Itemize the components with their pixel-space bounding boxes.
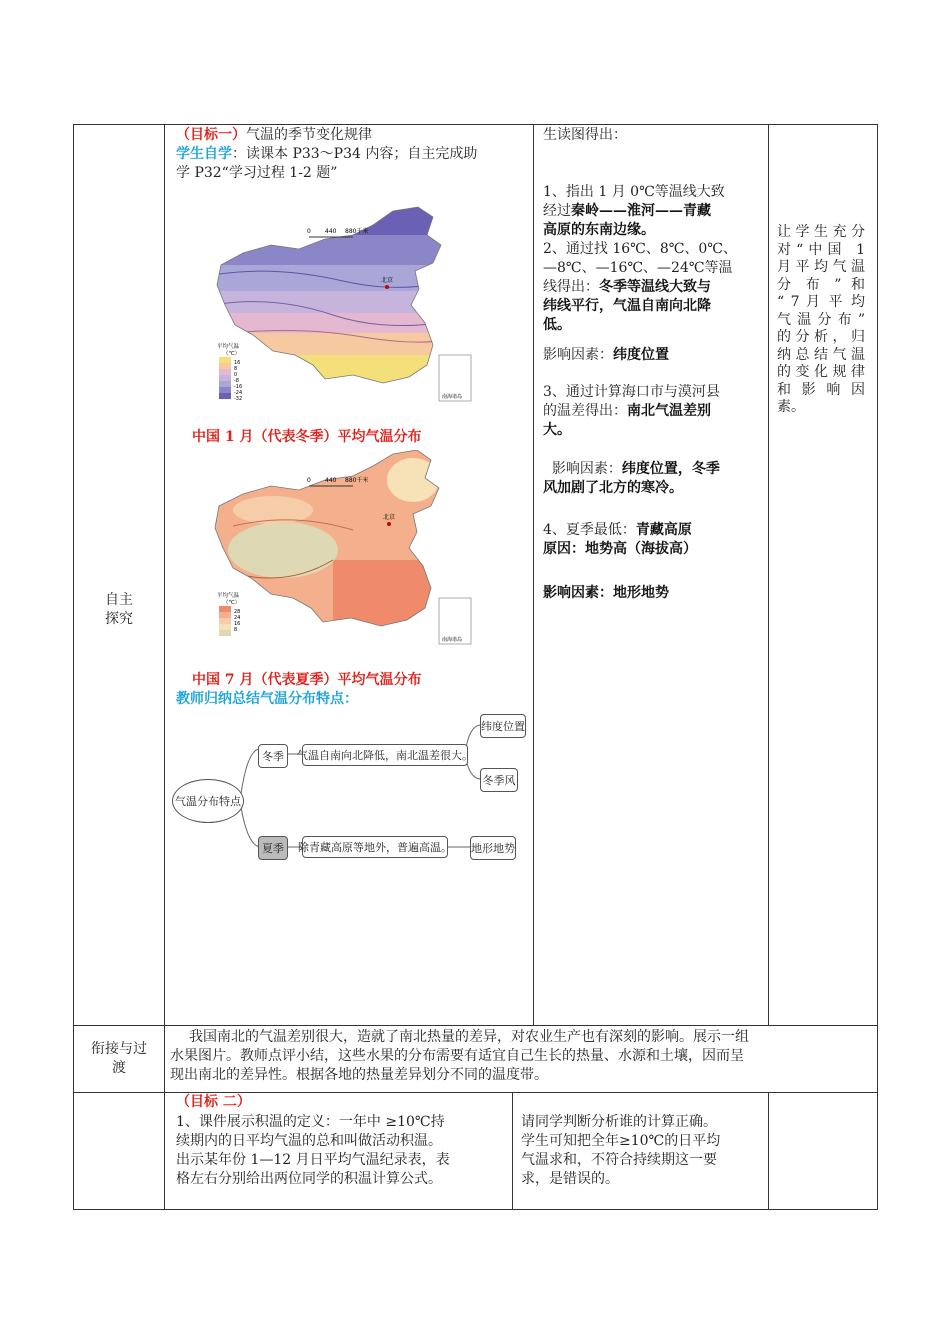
jul-legend-value-2: 24	[234, 615, 241, 621]
mindmap-root: 气温分布特点	[172, 779, 244, 823]
row1-label	[74, 591, 164, 629]
goal-two-text: （目标 二）	[176, 1094, 251, 1110]
goal-two-heading	[176, 1093, 251, 1112]
factor2-pre: 影响因素：	[551, 461, 622, 477]
row2-label-line2: 渡	[112, 1060, 126, 1076]
jan-beijing-label: 北京	[381, 277, 394, 284]
finding1-line3: 高原的东南边缘。	[543, 222, 655, 238]
jan-legend-value-6: -24	[234, 390, 243, 396]
design-intent	[777, 224, 865, 417]
intent-line-10: 和 影 响 因	[777, 381, 865, 398]
student-findings	[543, 126, 765, 240]
row1-col-divider-2	[533, 124, 534, 1025]
intent-line-7: 的分析，归	[777, 329, 865, 345]
goal-one-prefix: （目标一）	[176, 127, 246, 143]
jan-legend-swatch-3	[219, 369, 231, 375]
mindmap-summer-factor: 地形地势	[470, 836, 516, 860]
jan-scale-0: 0	[307, 228, 311, 235]
self-study-text	[176, 145, 528, 183]
july-map-svg	[213, 450, 475, 646]
table-border-right	[877, 124, 878, 1210]
row2-label-line1: 衔接与过	[91, 1041, 147, 1057]
jan-legend-swatch-4	[219, 375, 231, 381]
intent-line-4: 分 布 ” 和	[777, 276, 865, 293]
row2-line2: 水果图片。教师点评小结，这些水果的分布需要有适宜自己生长的热量、水源和土壤，因而呈	[170, 1048, 744, 1064]
student-factor1	[543, 346, 669, 365]
jul-inset-label: 南海诸岛	[442, 637, 463, 643]
map1-caption-text: 中国 1 月（代表冬季）平均气温分布	[192, 429, 422, 445]
finding3-line2-bold: 南北气温差别	[627, 403, 711, 419]
finding2-line2: —8℃、—16℃、—24℃等温	[543, 260, 733, 276]
jan-legend-value-3: 0	[234, 372, 238, 378]
intent-line-5: “ 7 月 平 均	[777, 294, 865, 310]
factor2-bold-line1: 纬度位置，冬季	[621, 461, 720, 477]
row2-transition-text	[170, 1028, 872, 1085]
jan-band-1	[213, 355, 475, 405]
jul-scale-440: 440	[325, 477, 337, 484]
finding4-reason: 原因：地势高（海拔高）	[543, 541, 697, 557]
self-study-line1: ：读课本 P33～P34 内容；自主完成助	[232, 146, 478, 162]
row2-line3: 现出南北的差异性。根据各地的热量差异划分不同的温度带。	[170, 1067, 548, 1083]
student-factor3: 影响因素：地形地势	[543, 585, 669, 601]
row-divider-1	[73, 1025, 878, 1026]
row3-c2-line3: 气温求和，不符合持续期这一要	[521, 1152, 717, 1168]
finding1-line2-pre: 经过	[543, 203, 571, 219]
mindmap-winter-factor2: 冬季风	[480, 768, 518, 792]
factor1-pre: 影响因素：	[543, 347, 613, 363]
july-temperature-map	[213, 450, 475, 646]
intent-line-9: 的变化规律	[777, 364, 865, 380]
jul-legend-swatch-3	[219, 618, 231, 624]
intent-line-8: 纳总结气温	[777, 346, 865, 363]
jan-band-3	[213, 313, 475, 333]
finding2-line3-pre: 线得出：	[543, 279, 599, 295]
january-temperature-map	[213, 205, 475, 405]
jul-legend-value-1: 28	[234, 609, 241, 615]
row3-student	[521, 1113, 765, 1189]
row3-c1-line1: 1、课件展示积温的定义：一年中 ≥10℃持	[176, 1114, 445, 1130]
jan-band-5	[213, 265, 475, 291]
jan-band-2	[213, 333, 475, 355]
factor1-bold: 纬度位置	[613, 347, 669, 363]
row1-label-line2: 探究	[105, 611, 133, 627]
finding3-line3: 大。	[543, 422, 571, 438]
row1-col-divider-3	[768, 124, 769, 1025]
mindmap-summer: 夏季	[258, 836, 288, 860]
student-finding3	[543, 383, 765, 440]
jul-plateau	[228, 522, 338, 578]
jan-legend-unit: （℃）	[223, 351, 241, 357]
jan-legend-swatch-1	[219, 357, 231, 363]
row1-col-divider-1	[164, 124, 165, 1025]
finding2-line4: 纬线平行，气温自南向北降	[543, 298, 711, 314]
jul-legend-value-3: 16	[234, 621, 241, 627]
jan-beijing-dot	[385, 285, 389, 289]
teacher-summary-text: 教师归纳总结气温分布特点：	[176, 691, 358, 707]
finding2-line1: 2、通过找 16℃、8℃、0℃、	[543, 241, 737, 257]
jan-legend-value-4: -8	[234, 378, 239, 384]
row1-label-line1: 自主	[105, 592, 133, 608]
row3-col-divider-2	[512, 1092, 513, 1209]
table-border-bottom	[73, 1209, 878, 1210]
row3-c2-line4: 求，是错误的。	[521, 1171, 619, 1187]
finding4-pre: 4、夏季最低：	[543, 522, 636, 538]
intent-line-11: 素。	[777, 399, 805, 415]
jan-legend-swatch-2	[219, 363, 231, 369]
jul-beijing-dot	[387, 522, 391, 526]
jul-legend-swatch-5	[219, 630, 231, 636]
jul-legend-unit: （℃）	[223, 600, 241, 606]
finding2-line3-bold: 冬季等温线大致与	[599, 279, 711, 295]
jan-legend-swatch-7	[219, 393, 231, 399]
jul-legend-value-4: 8	[234, 627, 238, 633]
jan-legend-swatch-5	[219, 381, 231, 387]
row3-c1-line4: 格左右分别给出两位同学的积温计算公式。	[176, 1171, 442, 1187]
intent-line-3: 月平均气温	[777, 259, 865, 275]
jan-legend-value-5: -16	[234, 384, 243, 390]
map1-caption	[192, 428, 422, 447]
finding1-line1: 1、指出 1 月 0℃等温线大致	[543, 184, 725, 200]
jan-legend-value-7: -32	[234, 396, 243, 402]
mindmap-winter-factor1: 纬度位置	[480, 714, 526, 738]
jan-scale-440: 440	[325, 228, 337, 235]
jan-legend-value-1: 16	[234, 360, 241, 366]
jul-scale-0: 0	[307, 477, 311, 484]
map2-caption	[192, 671, 422, 690]
mindmap-winter: 冬季	[258, 744, 288, 768]
row3-c2-line1: 请同学判断分析谁的计算正确。	[521, 1114, 717, 1130]
finding3-line1: 3、通过计算海口市与漠河县	[543, 384, 720, 400]
jul-legend-swatch-4	[219, 624, 231, 630]
jan-scale-880: 880千米	[345, 228, 369, 235]
finding2-line5: 低。	[543, 317, 571, 333]
jul-northeast	[387, 458, 439, 502]
row2-col-divider	[164, 1025, 165, 1092]
row3-c1-line3: 出示某年份 1—12 月日平均气温纪录表，表	[176, 1152, 450, 1168]
finding1-line2-bold: 秦岭——淮河——青藏	[571, 203, 711, 219]
student-finding4	[543, 521, 765, 559]
row3-col-divider-3	[768, 1092, 769, 1209]
jul-beijing-label: 北京	[383, 514, 396, 521]
student-intro: 生读图得出：	[543, 127, 627, 143]
jul-scale-880: 880千米	[345, 477, 369, 484]
january-map-svg	[213, 205, 475, 405]
row3-content	[176, 1113, 510, 1189]
jul-legend-swatch-1	[219, 606, 231, 612]
finding3-line2-pre: 的温差得出：	[543, 403, 627, 419]
row3-c2-line2: 学生可知把全年≥10℃的日平均	[521, 1133, 721, 1149]
student-finding2	[543, 240, 765, 335]
mindmap-winter-desc: 气温自南向北降低，南北温差很大。	[302, 744, 468, 766]
mindmap-summer-desc: 除青藏高原等地外，普遍高温。	[302, 836, 448, 858]
jan-legend-value-2: 8	[234, 366, 238, 372]
intent-line-6: 气温分布”	[777, 311, 865, 328]
row2-label	[74, 1040, 164, 1078]
goal-one-heading	[176, 126, 372, 145]
jan-legend-title: 平均气温	[217, 344, 240, 350]
goal-one-text: 气温的季节变化规律	[246, 127, 372, 143]
factor2-bold-line2: 风加剧了北方的寒冷。	[543, 480, 683, 496]
row2-line1: 我国南北的气温差别很大，造就了南北热量的差异，对农业生产也有深刻的影响。展示一组	[189, 1029, 749, 1045]
jul-legend-title: 平均气温	[217, 593, 240, 599]
self-study-line2: 学 P32“学习过程 1-2 题”	[176, 165, 338, 181]
intent-line-1: 让学生充分	[777, 224, 865, 240]
jul-legend-swatch-2	[219, 612, 231, 618]
map2-caption-text: 中国 7 月（代表夏季）平均气温分布	[192, 672, 422, 688]
self-study-prefix: 学生自学	[176, 146, 232, 162]
row3-c1-line2: 续期内的日平均气温的总和叫做活动积温。	[176, 1133, 442, 1149]
jan-band-7	[213, 205, 475, 235]
student-factor2	[543, 460, 765, 498]
finding4-bold: 青藏高原	[635, 522, 692, 538]
jan-legend-swatch-6	[219, 387, 231, 393]
table-border-top	[73, 124, 878, 125]
intent-line-2: 对“中国 1	[777, 241, 865, 258]
jan-inset-label: 南海诸岛	[442, 394, 463, 400]
row3-col-divider-1	[164, 1092, 165, 1209]
